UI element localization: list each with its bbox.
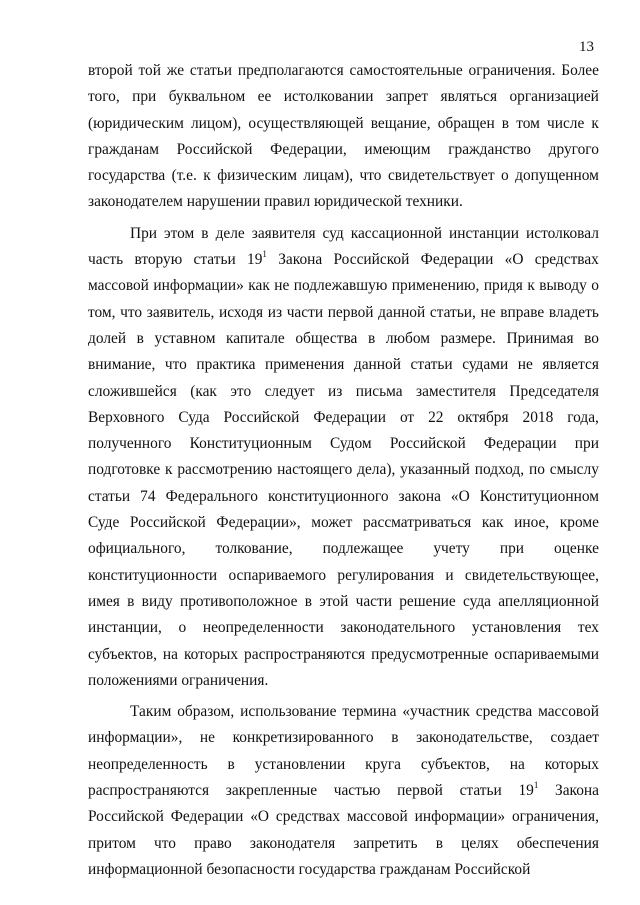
text-line: Российской Федерации «О средствах массовой информации» ограничения, — [88, 808, 599, 826]
text-line: статьи 74 Федерального конституционного закона «О Конституционном — [88, 487, 599, 505]
text-line: подготовке к рассмотрению настоящего дела), указанный подход, по смыслу — [88, 461, 599, 479]
text-line: Суде Российской Федерации», может рассматриваться как иное, кроме — [88, 514, 599, 532]
text-line: второй той же статьи предполагаются самостоятельные ограничения. Более — [88, 62, 599, 79]
paragraph-conclusion — [88, 699, 599, 883]
text-line: (юридическим лицом), осуществляющей вещание, обращен в том числе к — [88, 114, 599, 132]
document-body — [88, 58, 599, 883]
text-line: сложившейся (как это следует из письма заместителя Председателя — [88, 382, 599, 400]
paragraph-cassation — [88, 221, 599, 694]
text-line: законодателем нарушении правил юридической техники. — [88, 193, 463, 211]
text-line: Верховного Суда Российской Федерации от 22 октября 2018 года, — [88, 408, 599, 426]
paragraph-continuation — [88, 58, 599, 216]
text-line: государства (т.е. к физическим лицам), что свидетельствует о допущенном — [88, 167, 599, 185]
text-line: положениями ограничения. — [88, 671, 269, 689]
text-line: Таким образом, использование термина «участник средства массовой — [130, 703, 599, 721]
text-line: гражданам Российской Федерации, имеющим гражданство другого — [88, 140, 599, 158]
footnote-superscript: 1 — [262, 249, 267, 260]
text-line: неопределенность в установлении круга субъектов, на которых — [88, 755, 599, 773]
page-number: 13 — [579, 39, 594, 55]
text-line: массовой информации» как не подлежавшую применению, придя к выводу о — [88, 277, 599, 295]
text-line: полученного Конституционным Судом Российской Федерации при — [88, 435, 599, 453]
text-line: конституционности оспариваемого регулирования и свидетельствующее, — [88, 566, 599, 584]
text-line: официального, толкование, подлежащее учету при оценке — [88, 540, 599, 558]
text-line: притом что право законодателя запретить в целях обеспечения — [88, 834, 599, 852]
text-line: часть вторую статьи $19^1$ Закона Российской Федерации «О средствах — [88, 249, 599, 269]
text-line: того, при буквальном ее истолковании запрет являться организацией — [88, 88, 599, 106]
text-line: инстанции, о неопределенности законодательного установления тех — [88, 619, 599, 637]
text-line: распространяются закрепленные частью первой статьи $19^1$ Закона — [88, 780, 599, 800]
footnote-superscript: 1 — [533, 780, 539, 791]
text-line: информационной безопасности государства гражданам Российской — [88, 860, 531, 878]
text-line: информации», не конкретизированного в законодательстве, создает — [88, 729, 599, 747]
text-line: При этом в деле заявителя суд кассационной инстанции истолковал — [130, 224, 599, 242]
text-line: том, что заявитель, исходя из части первой данной статьи, не вправе владеть — [88, 303, 599, 321]
text-line: внимание, что практика применения данной статьи судами не является — [88, 356, 599, 374]
text-line: долей в уставном капитале общества в любом размере. Принимая во — [88, 329, 599, 347]
text-line: имея в виду противоположное в этой части решение суда апелляционной — [88, 592, 599, 610]
text-line: субъектов, на которых распространяются предусмотренные оспариваемыми — [88, 645, 599, 663]
